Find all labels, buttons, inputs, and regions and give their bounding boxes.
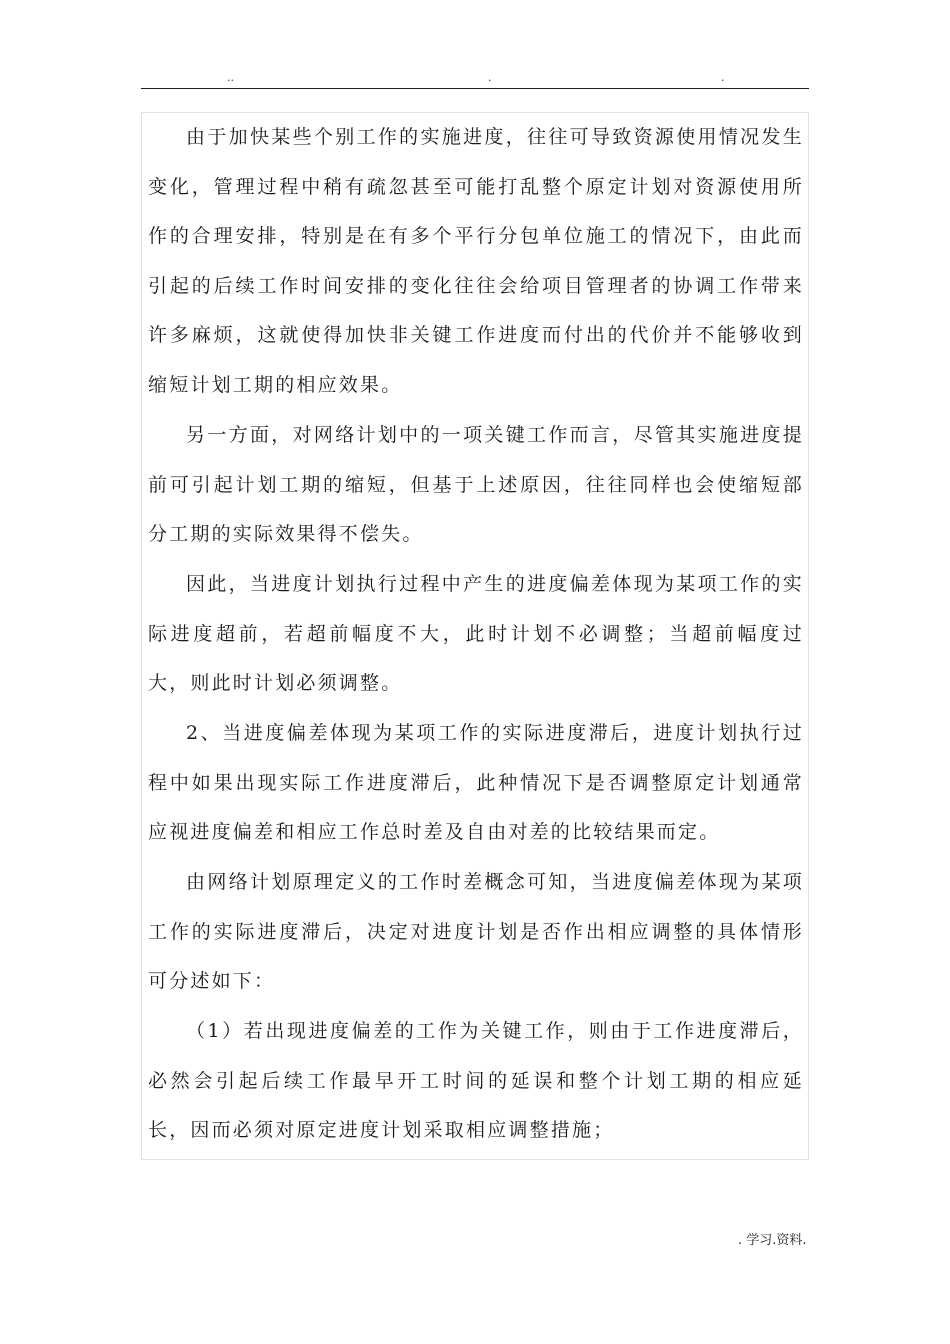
- paragraph-3: 因此，当进度计划执行过程中产生的进度偏差体现为某项工作的实际进度超前，若超前幅度不大，此时计划不必调整；当超前幅度过大，则此时计划必须调整。: [148, 573, 804, 695]
- header-dot-right: .: [721, 71, 725, 84]
- document-body: [141, 112, 809, 1160]
- header-dot-mid: .: [488, 71, 492, 84]
- paragraph-6: （1）若出现进度偏差的工作为关键工作，则由于工作进度滞后，必然会引起后续工作最早开工时间的延误和整个计划工期的相应延长，因而必须对原定进度计划采取相应调整措施；: [148, 1020, 804, 1142]
- paragraph-1: 由于加快某些个别工作的实施进度，往往可导致资源使用情况发生变化，管理过程中稍有疏忽甚至可能打乱整个原定计划对资源使用所作的合理安排，特别是在有多个平行分包单位施工的情况下，由此而引起的后续工作时间安排的变化往往会给项目管理者的协调工作带来许多麻烦，这就使得加快非关键工作进度而付出的代价并不能够收到缩短计划工期的相应效果。: [148, 126, 804, 396]
- page-header-rule: [141, 72, 809, 89]
- header-dot-left: ..: [227, 71, 234, 84]
- paragraph-2: 另一方面，对网络计划中的一项关键工作而言，尽管其实施进度提前可引起计划工期的缩短，但基于上述原因，往往同样也会使缩短部分工期的实际效果得不偿失。: [148, 424, 804, 546]
- paragraph-5: 由网络计划原理定义的工作时差概念可知，当进度偏差体现为某项工作的实际进度滞后，决定对进度计划是否作出相应调整的具体情形可分述如下：: [148, 871, 804, 993]
- paragraph-4: 2、当进度偏差体现为某项工作的实际进度滞后，进度计划执行过程中如果出现实际工作进度滞后，此种情况下是否调整原定计划通常应视进度偏差和相应工作总时差及自由对差的比较结果而定。: [148, 722, 804, 844]
- page-footer: . 学习.资料.: [738, 1233, 807, 1248]
